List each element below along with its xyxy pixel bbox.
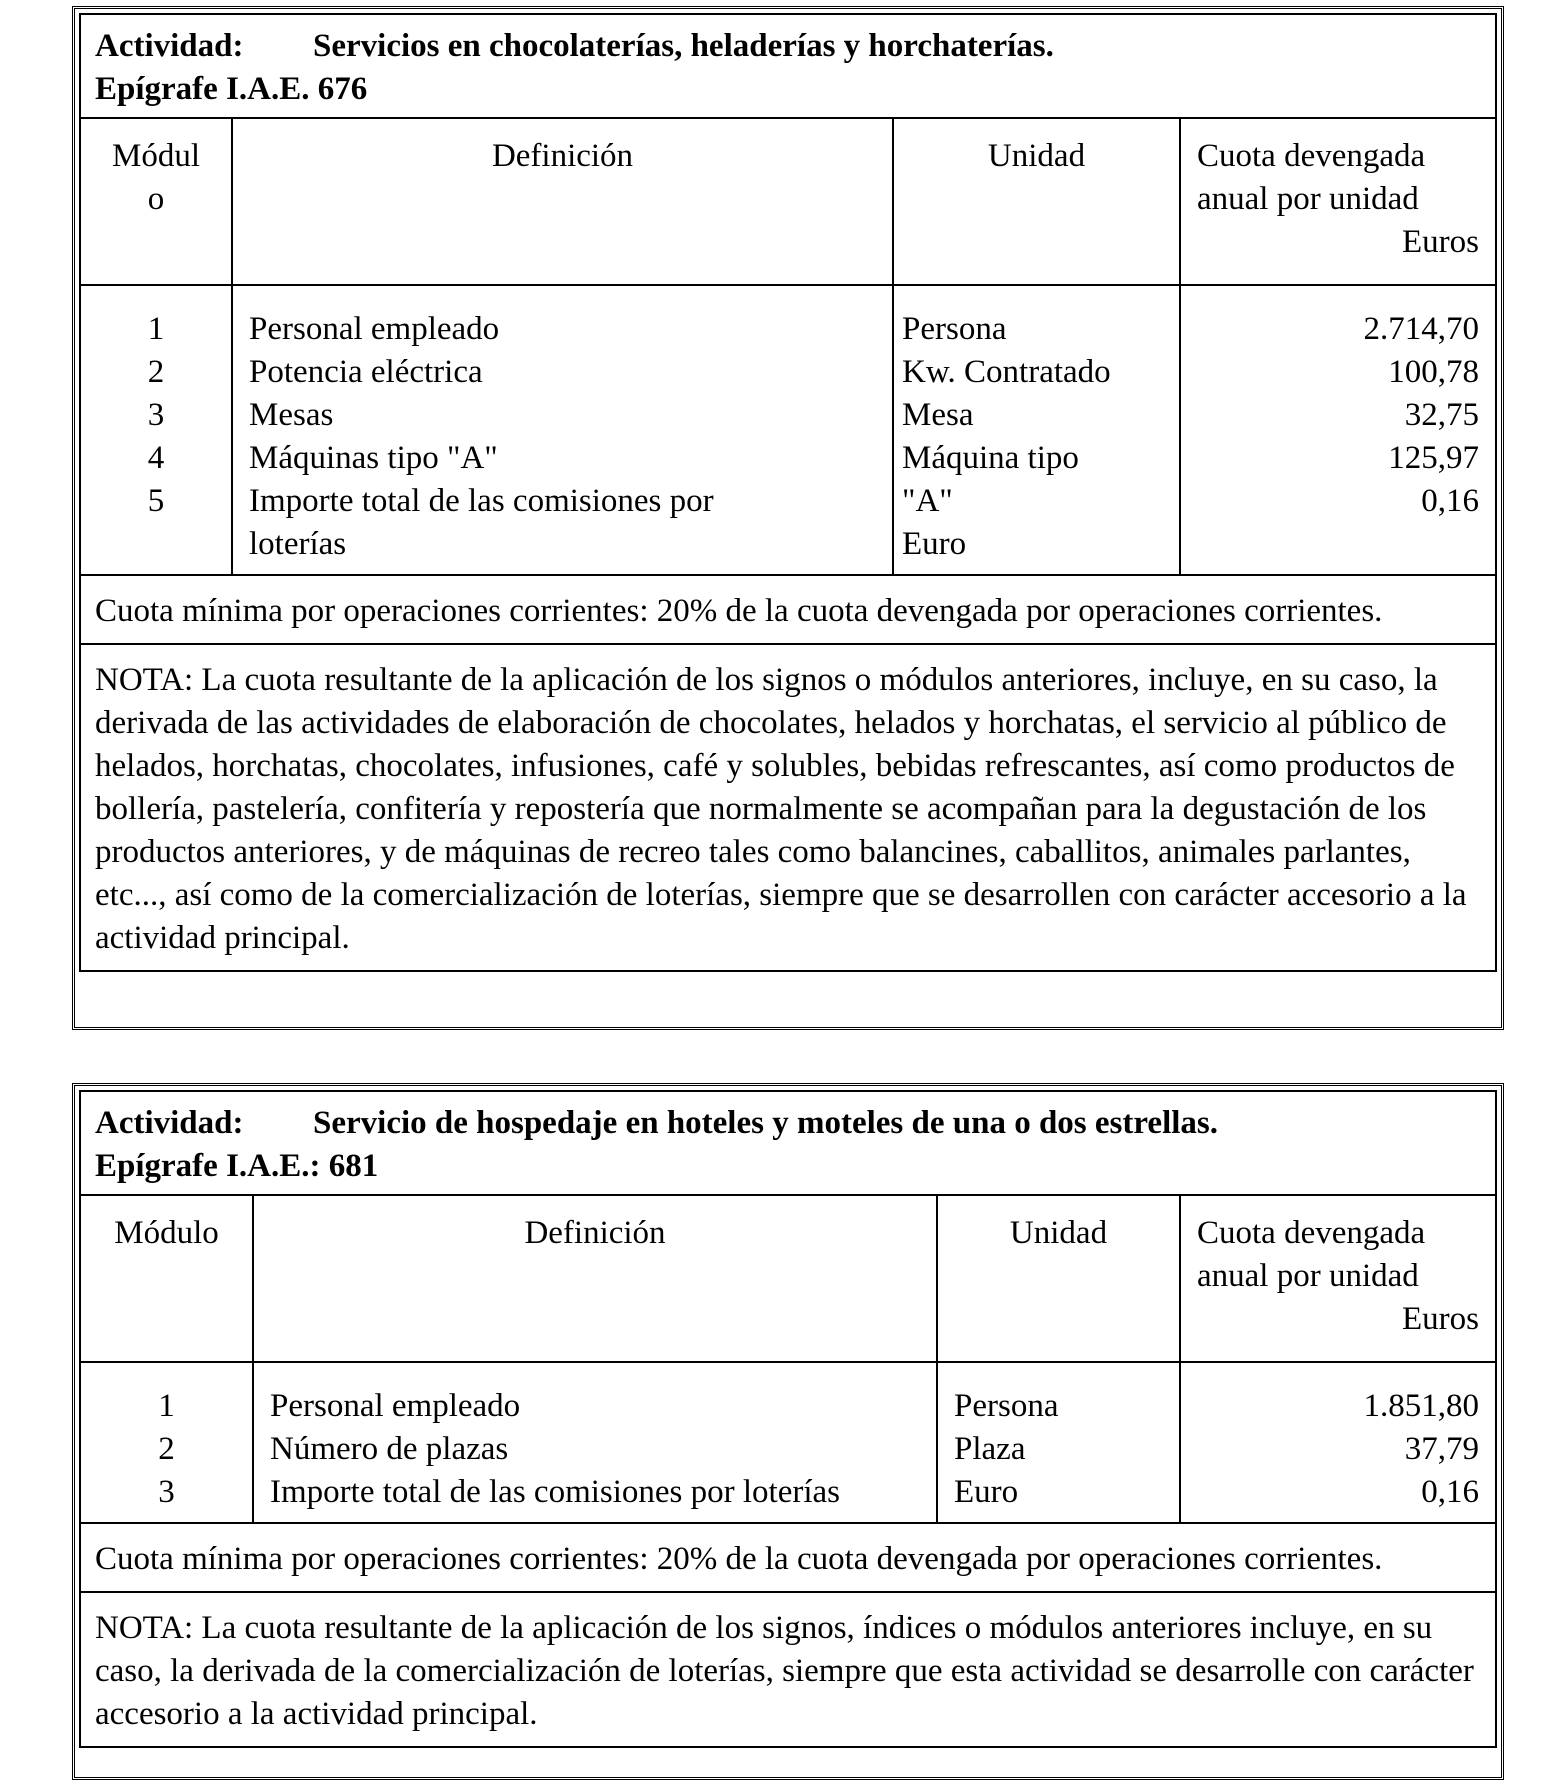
header-row bbox=[81, 1196, 1495, 1362]
module-definition: Personal empleado bbox=[270, 1388, 521, 1424]
module-table-inner bbox=[79, 1090, 1497, 1748]
module-value: 37,79 bbox=[1404, 1431, 1479, 1467]
module-unit: "A" bbox=[902, 483, 953, 519]
nota-paragraph: NOTA: La cuota resultante de la aplicación de los signos o módulos anteriores, incluye, en su caso, la derivada de las actividades de elaboración de chocolates, helados y horchatas, el servicio al público de helados, horchatas, chocolates, infusiones, café y solubles, bebidas refrescantes, así como productos de bollería, pastelería, confitería y repostería que normalmente se acompañan para la degustación de los productos anteriores, y de máquinas de recreo tales como balancines, caballitos, animales parlantes, etc..., así como de la comercialización de loterías, siempre que se desarrollen con carácter accesorio a la actividad principal. bbox=[81, 643, 1495, 970]
module-value: 100,78 bbox=[1388, 354, 1479, 390]
header-modulo: Módul o bbox=[81, 119, 232, 285]
data-row bbox=[81, 1362, 1495, 1523]
module-definition: Máquinas tipo "A" bbox=[249, 440, 498, 476]
module-unit: Plaza bbox=[954, 1431, 1026, 1467]
activity-line bbox=[95, 25, 1481, 68]
module-numbers bbox=[81, 285, 232, 575]
module-definition: Número de plazas bbox=[270, 1431, 509, 1467]
module-units bbox=[937, 1362, 1180, 1523]
module-unit: Kw. Contratado bbox=[902, 354, 1111, 390]
header-cuota: Cuota devengada anual por unidad Euros bbox=[1180, 1196, 1495, 1362]
module-number: 4 bbox=[147, 440, 165, 476]
header-modulo: Módulo bbox=[81, 1196, 253, 1362]
header-unidad: Unidad bbox=[937, 1196, 1180, 1362]
module-value: 125,97 bbox=[1388, 440, 1479, 476]
module-unit: Euro bbox=[954, 1474, 1019, 1510]
module-value: 0,16 bbox=[1421, 1474, 1479, 1510]
module-definition: Personal empleado bbox=[249, 311, 500, 347]
header-row bbox=[81, 119, 1495, 285]
module-number: 1 bbox=[147, 311, 165, 347]
module-number: 2 bbox=[147, 354, 165, 390]
module-number: 3 bbox=[158, 1474, 175, 1510]
module-definition: Mesas bbox=[249, 397, 334, 433]
activity-line bbox=[95, 1102, 1481, 1145]
module-unit: Euro bbox=[902, 526, 967, 562]
activity-header bbox=[81, 1092, 1495, 1196]
module-definition: loterías bbox=[249, 526, 347, 562]
module-unit: Persona bbox=[954, 1388, 1059, 1424]
header-cuota: Cuota devengada anual por unidad Euros bbox=[1180, 119, 1495, 285]
module-definition: Importe total de las comisiones por bbox=[249, 483, 714, 519]
epigraph: Epígrafe I.A.E. 676 bbox=[95, 71, 368, 107]
module-units bbox=[893, 285, 1180, 575]
header-unidad: Unidad bbox=[893, 119, 1180, 285]
activity-label: Actividad: bbox=[95, 1105, 244, 1141]
module-value: 1.851,80 bbox=[1363, 1388, 1479, 1424]
module-numbers bbox=[81, 1362, 253, 1523]
activity-value: Servicios en chocolaterías, heladerías y horchaterías. bbox=[313, 28, 1054, 64]
module-unit: Persona bbox=[902, 311, 1007, 347]
nota-paragraph: NOTA: La cuota resultante de la aplicación de los signos, índices o módulos anteriores incluye, en su caso, la derivada de la comercialización de loterías, siempre que esta actividad se desarrolle con carácter accesorio a la actividad principal. bbox=[81, 1591, 1495, 1746]
module-table-inner bbox=[79, 13, 1497, 972]
header-definicion: Definición bbox=[253, 1196, 937, 1362]
module-definitions bbox=[253, 1362, 937, 1523]
module-table-676 bbox=[72, 6, 1504, 1030]
module-number: 1 bbox=[158, 1388, 175, 1424]
module-unit: Máquina tipo bbox=[902, 440, 1079, 476]
minimum-quota-note: Cuota mínima por operaciones corrientes: 20% de la cuota devengada por operaciones corrientes. bbox=[95, 593, 1383, 629]
module-definitions bbox=[232, 285, 893, 575]
module-value: 0,16 bbox=[1421, 483, 1479, 519]
module-number: 3 bbox=[147, 397, 165, 433]
minimum-quota-note: Cuota mínima por operaciones corrientes: 20% de la cuota devengada por operaciones corrientes. bbox=[95, 1541, 1383, 1577]
modules-grid bbox=[81, 119, 1495, 576]
module-table-681 bbox=[72, 1083, 1504, 1780]
header-definicion: Definición bbox=[232, 119, 893, 285]
module-definition: Importe total de las comisiones por loterías bbox=[270, 1474, 841, 1510]
module-unit: Mesa bbox=[902, 397, 974, 433]
data-row bbox=[81, 285, 1495, 575]
module-definition: Potencia eléctrica bbox=[249, 354, 483, 390]
modules-grid bbox=[81, 1196, 1495, 1524]
activity-header bbox=[81, 15, 1495, 119]
module-values bbox=[1180, 1362, 1495, 1523]
module-values bbox=[1180, 285, 1495, 575]
activity-label: Actividad: bbox=[95, 28, 244, 64]
module-value: 2.714,70 bbox=[1363, 311, 1479, 347]
module-number: 5 bbox=[147, 483, 165, 519]
activity-value: Servicio de hospedaje en hoteles y moteles de una o dos estrellas. bbox=[313, 1105, 1219, 1141]
module-number: 2 bbox=[158, 1431, 175, 1467]
module-value: 32,75 bbox=[1404, 397, 1479, 433]
epigraph: Epígrafe I.A.E.: 681 bbox=[95, 1148, 379, 1184]
